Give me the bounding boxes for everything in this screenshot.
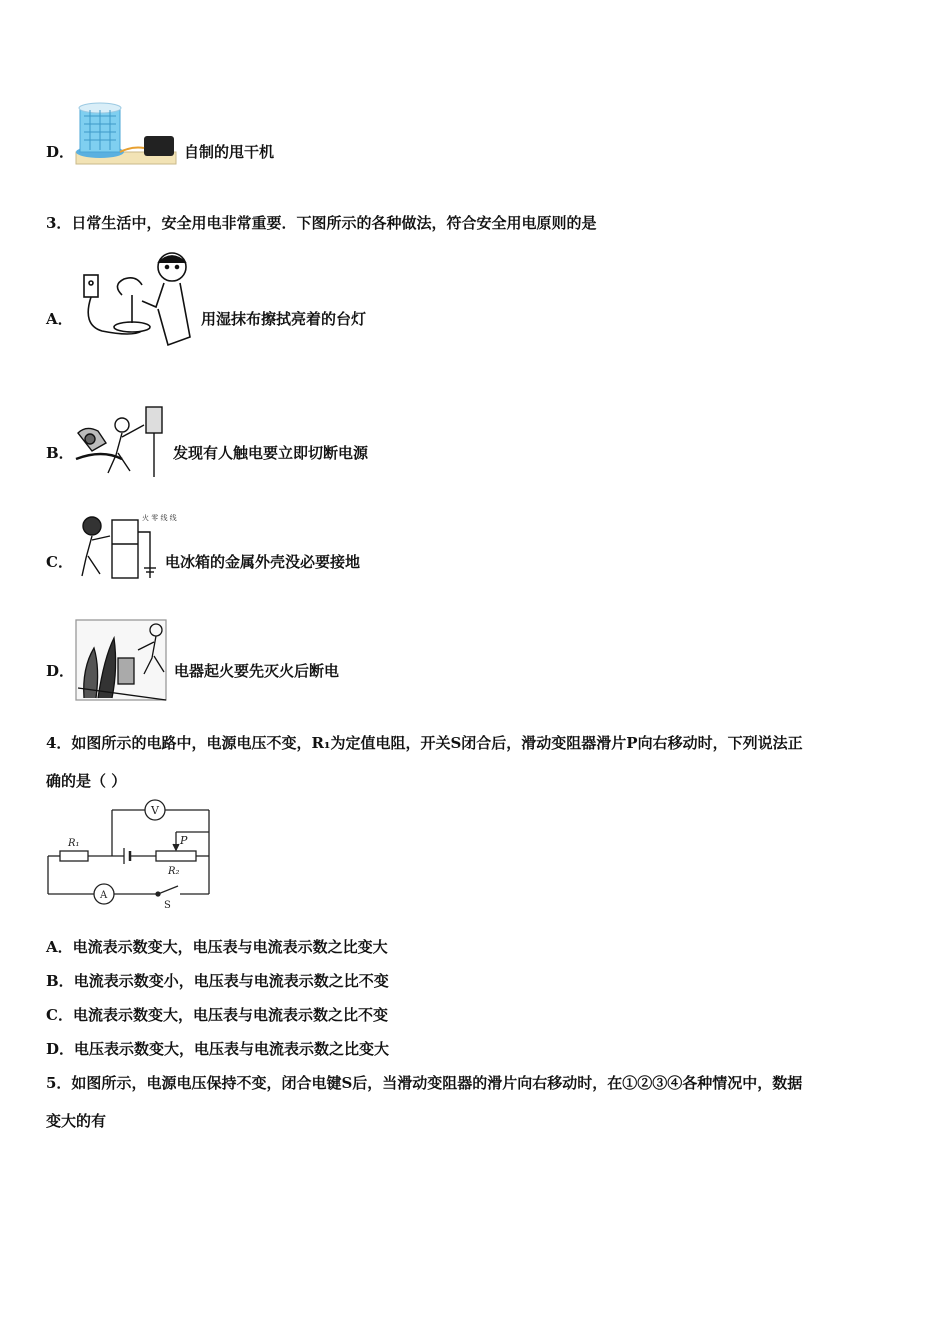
q4-option-b-text: 电流表示数变小，电压表与电流表示数之比不变 [73, 972, 389, 990]
q4-stem-line1: 4．如图所示的电路中，电源电压不变，R₁为定值电阻，开关S闭合后，滑动变阻器滑片P向右移动时，下列说法正 [46, 734, 803, 752]
q3-option-b-text: 发现有人触电要立即切断电源 [173, 444, 369, 462]
q4-option-a-text: 电流表示数变大，电压表与电流表示数之比变大 [72, 938, 388, 956]
wet-cloth-lamp-image [72, 245, 196, 355]
fire-fighting-image [74, 618, 172, 704]
fridge-figure-caption: 火 零 线 线 [142, 514, 177, 522]
q2-option-d-label: D． [46, 143, 75, 161]
q3-option-d-label: D． [46, 662, 75, 680]
cut-power-image [72, 403, 168, 479]
q2-option-d-text: 自制的甩干机 [184, 143, 275, 161]
q4-option-c-label: C． [46, 1006, 73, 1024]
q3-option-a-label: A． [46, 310, 73, 328]
q3-option-b-label: B． [46, 444, 74, 462]
q5-stem-line1: 5．如图所示，电源电压保持不变，闭合电键S后，当滑动变阻器的滑片向右移动时，在①②③④各种情况中，数据 [46, 1074, 803, 1092]
q3-option-d-text: 电器起火要先灭火后断电 [174, 662, 340, 680]
q4-option-d-label: D． [46, 1040, 75, 1058]
ammeter-symbol: A [100, 890, 108, 901]
spin-dryer-image [72, 100, 182, 168]
r2-label: R₂ [168, 866, 180, 877]
q4-circuit-diagram [44, 798, 216, 912]
q4-option-c [46, 1004, 388, 1025]
q4-option-b [46, 970, 389, 991]
q3-option-a-text: 用湿抹布擦拭亮着的台灯 [201, 310, 367, 328]
q3-stem: 3．日常生活中，安全用电非常重要．下图所示的各种做法，符合安全用电原则的是 [46, 214, 597, 232]
q5-stem-line2: 变大的有 [46, 1112, 107, 1130]
q4-option-a-label: A． [46, 938, 73, 956]
voltmeter-symbol: V [151, 804, 159, 817]
q4-stem-line2: 确的是（ ） [46, 772, 127, 790]
q3-option-c-text: 电冰箱的金属外壳没必要接地 [165, 553, 361, 571]
q4-option-d-text: 电压表示数变大，电压表与电流表示数之比变大 [74, 1040, 390, 1058]
q4-option-b-label: B． [46, 972, 74, 990]
switch-label: S [164, 900, 171, 911]
q4-option-d [46, 1038, 389, 1059]
r1-label: R₁ [68, 838, 80, 849]
slider-label: P [180, 834, 188, 847]
q3-option-c-label: C． [46, 553, 73, 571]
fridge-grounding-image [72, 512, 177, 584]
q4-option-a [46, 936, 388, 957]
q4-option-c-text: 电流表示数变大，电压表与电流表示数之比不变 [72, 1006, 388, 1024]
